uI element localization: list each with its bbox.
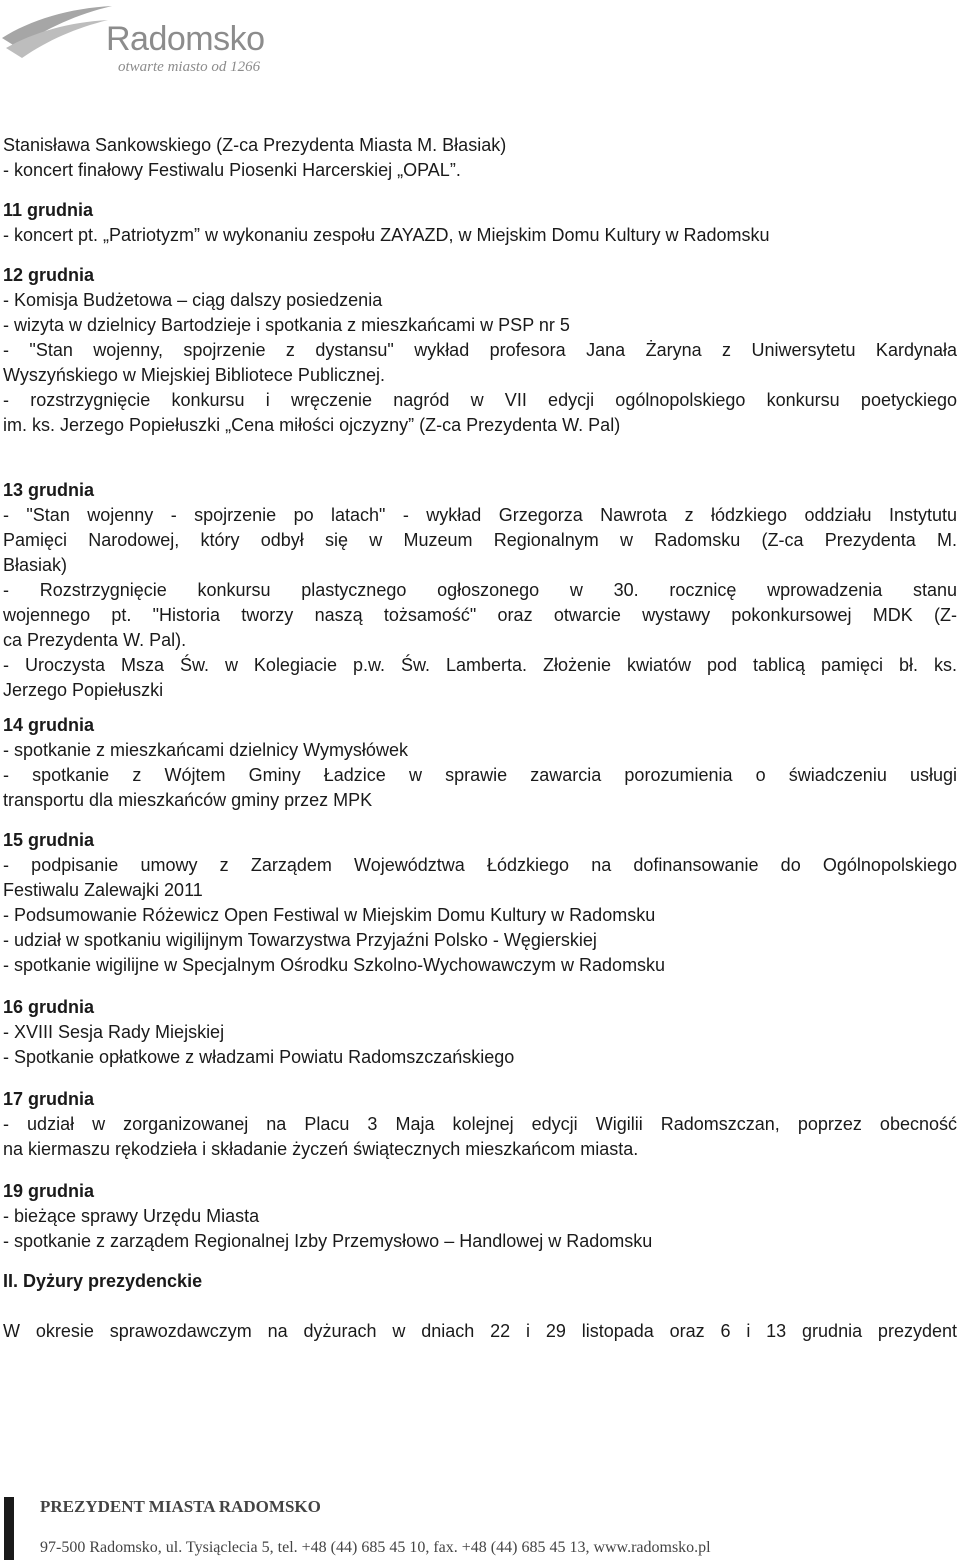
body-line: - koncert pt. „Patriotyzm” w wykonaniu zespołu ZAYAZD, w Miejskim Domu Kultury w Radomsku [3, 225, 770, 245]
logo-wordmark: Radomsko [106, 20, 265, 58]
body-line: - spotkanie z Wójtem Gminy Ładzice w sprawie zawarcia porozumienia o świadczeniu usługi [3, 765, 957, 785]
footer-website-link[interactable]: www.radomsko.pl [593, 1539, 711, 1556]
body-line: - spotkanie z zarządem Regionalnej Izby Przemysłowo – Handlowej w Radomsku [3, 1231, 653, 1251]
body-line: wojennego pt. "Historia tworzy naszą tożsamość" oraz otwarcie wystawy pokonkursowej MDK (Z- [3, 605, 957, 625]
body-line: Wyszyńskiego w Miejskiej Bibliotece Publicznej. [3, 365, 385, 385]
body-line: - spotkanie z mieszkańcami dzielnicy Wymysłówek [3, 740, 408, 760]
body-line: - bieżące sprawy Urzędu Miasta [3, 1206, 260, 1226]
date-heading: 14 grudnia [3, 715, 95, 735]
body-line: W okresie sprawozdawczym na dyżurach w dniach 22 i 29 listopada oraz 6 i 13 grudnia prezydent [3, 1321, 957, 1341]
date-heading: 11 grudnia [3, 200, 94, 220]
footer-bar [4, 1497, 14, 1560]
body-line: Stanisława Sankowskiego (Z-ca Prezydenta Miasta M. Błasiak) [3, 135, 507, 155]
date-heading: 13 grudnia [3, 480, 95, 500]
logo-swoosh-icon [0, 0, 120, 80]
date-heading: 17 grudnia [3, 1089, 95, 1109]
body-line: - spotkanie wigilijne w Specjalnym Ośrodku Szkolno-Wychowawczym w Radomsku [3, 955, 666, 975]
date-heading: 15 grudnia [3, 830, 95, 850]
body-line: - Komisja Budżetowa – ciąg dalszy posiedzenia [3, 290, 383, 310]
footer-address-text: 97-500 Radomsko, ul. Tysiąclecia 5, tel. +48 (44) 685 45 10, fax. +48 (44) 685 45 13, [40, 1539, 590, 1556]
body-line: - podpisanie umowy z Zarządem Województwa Łódzkiego na dofinansowanie do Ogólnopolskiego [3, 855, 957, 875]
footer-address [40, 1539, 711, 1557]
body-line: - udział w spotkaniu wigilijnym Towarzystwa Przyjaźni Polsko - Węgierskiej [3, 930, 597, 950]
body-line: - "Stan wojenny - spojrzenie po latach" - wykład Grzegorza Nawrota z łódzkiego oddziału Instytutu [3, 505, 957, 525]
body-line: Pamięci Narodowej, który odbył się w Muzeum Regionalnym w Radomsku (Z-ca Prezydenta M. [3, 530, 957, 550]
body-line: - udział w zorganizowanej na Placu 3 Maja kolejnej edycji Wigilii Radomszczan, poprzez obecność [3, 1114, 957, 1134]
body-line: - koncert finałowy Festiwalu Piosenki Harcerskiej „OPAL”. [3, 160, 461, 180]
body-line: na kiermaszu rękodzieła i składanie życzeń świątecznych mieszkańcom miasta. [3, 1139, 639, 1159]
body-line: - rozstrzygnięcie konkursu i wręczenie nagród w VII edycji ogólnopolskiego konkursu poetyckiego [3, 390, 957, 410]
document-body [3, 133, 957, 1344]
body-line: - Podsumowanie Różewicz Open Festiwal w Miejskim Domu Kultury w Radomsku [3, 905, 656, 925]
body-line: ca Prezydenta W. Pal). [3, 630, 187, 650]
section-heading: II. Dyżury prezydenckie [3, 1271, 203, 1291]
body-line: transportu dla mieszkańców gminy przez MPK [3, 790, 373, 810]
body-line: - wizyta w dzielnicy Bartodzieje i spotkania z mieszkańcami w PSP nr 5 [3, 315, 570, 335]
body-line: - "Stan wojenny, spojrzenie z dystansu" wykład profesora Jana Żaryna z Uniwersytetu Kardynała [3, 340, 957, 360]
body-line: - Rozstrzygnięcie konkursu plastycznego ogłoszonego w 30. rocznicę wprowadzenia stanu [3, 580, 957, 600]
logo-tagline: otwarte miasto od 1266 [118, 59, 261, 75]
date-heading: 19 grudnia [3, 1181, 95, 1201]
body-line: - Spotkanie opłatkowe z władzami Powiatu Radomszczańskiego [3, 1047, 515, 1067]
body-line: Jerzego Popiełuszki [3, 680, 164, 700]
radomsko-logo [0, 0, 300, 80]
body-line: - XVIII Sesja Rady Miejskiej [3, 1022, 225, 1042]
body-line: Błasiak) [3, 555, 68, 575]
body-line: im. ks. Jerzego Popiełuszki „Cena miłości ojczyzny” (Z-ca Prezydenta W. Pal) [3, 415, 621, 435]
footer-title: PREZYDENT MIASTA RADOMSKO [40, 1497, 321, 1516]
date-heading: 16 grudnia [3, 997, 95, 1017]
body-line: - Uroczysta Msza Św. w Kolegiacie p.w. Św. Lamberta. Złożenie kwiatów pod tablicą pamięci bł. ks. [3, 655, 957, 675]
body-line: Festiwalu Zalewajki 2011 [3, 880, 203, 900]
date-heading: 12 grudnia [3, 265, 95, 285]
